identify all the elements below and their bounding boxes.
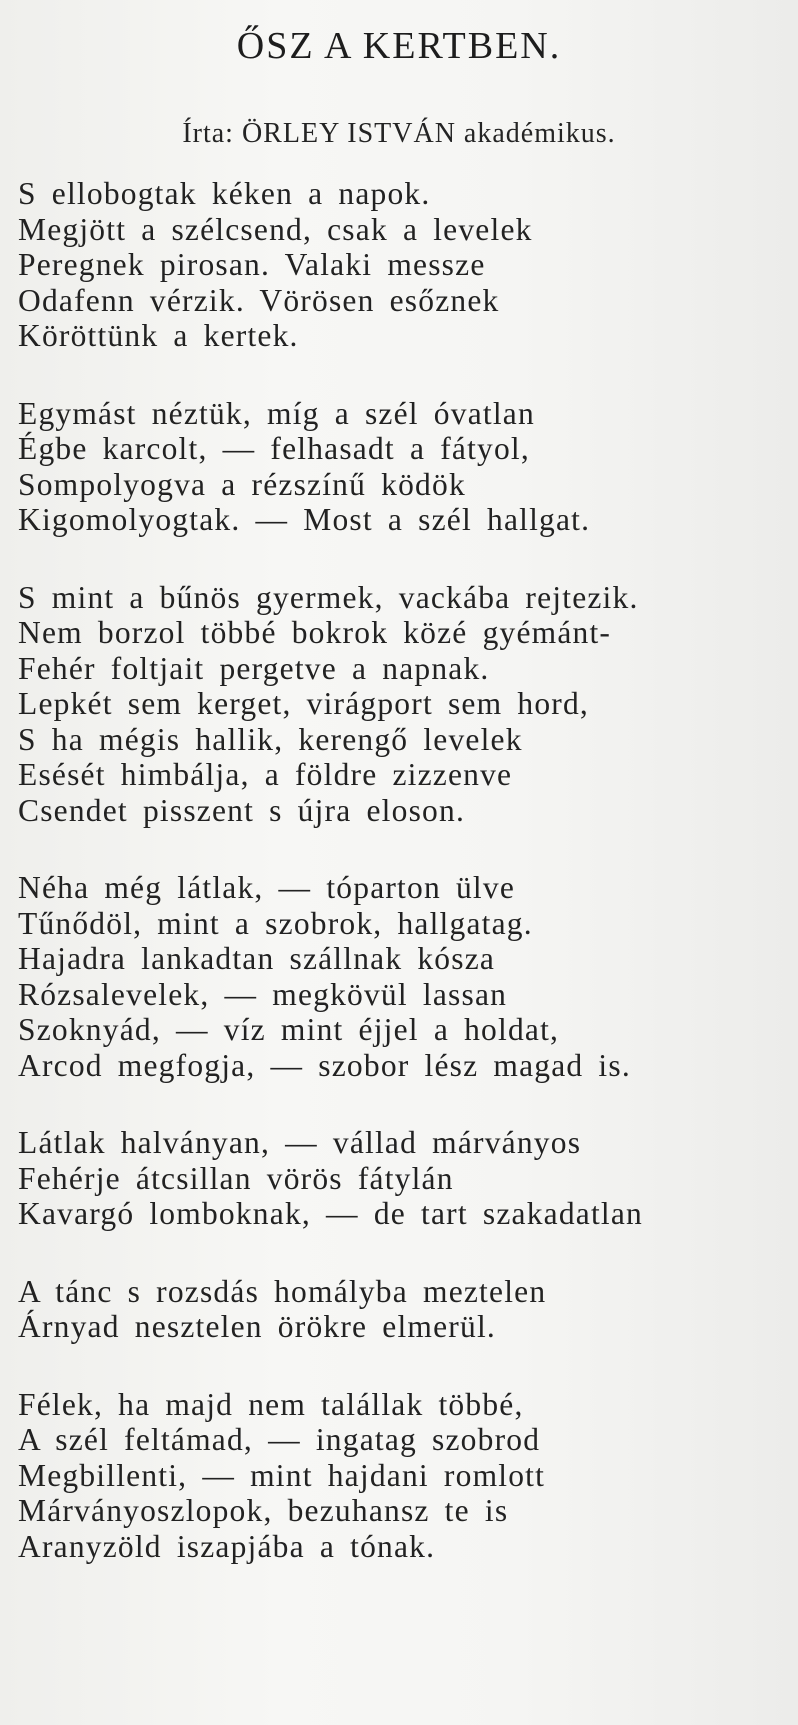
poem-line: Árnyad nesztelen örökre elmerül. — [18, 1309, 496, 1344]
poem-line: Márványoszlopok, bezuhansz te is — [18, 1493, 509, 1528]
poem-line: Csendet pisszent s újra eloson. — [18, 792, 466, 828]
stanza-2 — [18, 396, 788, 538]
poem-line: Arcod megfogja, — szobor lész magad is. — [18, 1047, 631, 1083]
poem-line: S ha mégis hallik, kerengő levelek — [18, 721, 523, 757]
poem-line: S mint a bűnös gyermek, vackába rejtezik. — [18, 579, 639, 615]
poem-line: Rózsalevelek, — megkövül lassan — [18, 976, 508, 1012]
poem-line: Kavargó lomboknak, — de tart szakadatlan — [18, 1196, 643, 1231]
poem-line: Köröttünk a kertek. — [18, 318, 299, 353]
stanza-7 — [18, 1387, 788, 1565]
poem-line: Egymást néztük, míg a szél óvatlan — [18, 395, 535, 431]
poem-line: Látlak halványan, — vállad márványos — [18, 1125, 582, 1160]
poem-line: Tűnődöl, mint a szobrok, hallgatag. — [18, 905, 533, 941]
poem-line: Égbe karcolt, — felhasadt a fátyol, — [18, 431, 530, 466]
poem-byline: Írta: ÖRLEY ISTVÁN akadémikus. — [182, 118, 616, 149]
poem-line: Szoknyád, — víz mint éjjel a holdat, — [18, 1012, 560, 1047]
stanza-5 — [18, 1125, 788, 1232]
poem-line: Néha még látlak, — tóparton ülve — [18, 870, 516, 905]
poem-line: Esését himbálja, a földre zizzenve — [18, 757, 513, 792]
poem-body — [18, 176, 788, 1606]
poem-line: Nem borzol többé bokrok közé gyémánt- — [18, 615, 612, 650]
poem-line: S ellobogtak kéken a napok. — [18, 176, 431, 211]
stanza-1 — [18, 176, 788, 354]
poem-line: Odafenn vérzik. Vörösen esőznek — [18, 282, 500, 318]
stanza-3 — [18, 580, 788, 829]
poem-line: Hajadra lankadtan szállnak kósza — [18, 941, 496, 976]
poem-title: ŐSZ A KERTBEN. — [236, 25, 562, 67]
poem-line: Megbillenti, — mint hajdani romlott — [18, 1457, 546, 1493]
poem-line: Fehér foltjait pergetve a napnak. — [18, 650, 490, 686]
poem-line: Megjött a szélcsend, csak a levelek — [18, 211, 533, 247]
poem-line: Félek, ha majd nem talállak többé, — [18, 1386, 524, 1422]
poem-line: Kigomolyogtak. — Most a szél hallgat. — [18, 502, 591, 537]
stanza-4 — [18, 870, 788, 1083]
poem-line: Lepkét sem kerget, virágport sem hord, — [18, 686, 590, 721]
poem-line: Peregnek pirosan. Valaki messze — [18, 247, 486, 282]
poem-line: Sompolyogva a rézszínű ködök — [18, 466, 466, 502]
poem-line: A szél feltámad, — ingatag szobrod — [18, 1422, 541, 1457]
poem-line: Aranyzöld iszapjába a tónak. — [18, 1528, 436, 1564]
stanza-6 — [18, 1274, 788, 1345]
poem-line: A tánc s rozsdás homályba meztelen — [18, 1273, 547, 1309]
poem-line: Fehérje átcsillan vörös fátylán — [18, 1160, 454, 1196]
